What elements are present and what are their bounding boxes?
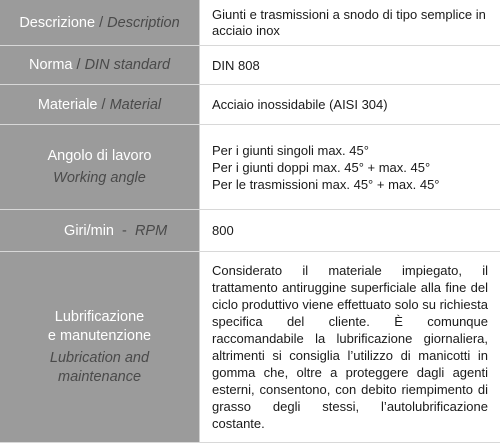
label-standard-it: Norma <box>28 57 73 73</box>
label-material <box>0 85 199 125</box>
row-rpm <box>0 210 500 252</box>
value-description-text: Giunti e trasmissioni a snodo di tipo semplice in acciaio inox <box>212 7 486 38</box>
column-divider <box>199 125 200 210</box>
value-rpm-text: 800 <box>212 223 234 238</box>
row-standard <box>0 46 500 85</box>
label-separator: - <box>114 222 135 239</box>
label-description-en: Description <box>107 14 180 31</box>
label-separator: / <box>72 57 85 73</box>
value-working-angle-line-3: Per le trasmissioni max. 45° + max. 45° <box>212 177 440 192</box>
label-separator: / <box>97 96 110 113</box>
value-material-text: Acciaio inossidabile (AISI 304) <box>212 97 388 112</box>
value-working-angle-line-1: Per i giunti singoli max. 45° <box>212 143 369 158</box>
value-standard-text: DIN 808 <box>212 57 260 73</box>
label-lubrication-en-2: maintenance <box>57 369 142 385</box>
label-rpm-en: RPM <box>134 222 168 239</box>
column-divider <box>199 85 200 125</box>
label-working-angle-en: Working angle <box>53 170 146 186</box>
value-lubrication-text: Considerato il materiale impiegato, il trattamento antiruggine superficiale alla fine del ciclo produttivo viene effettuato solo su richiesta specifica del cliente. È comunque raccomandabile la lubrificazione giornaliera, altrimenti si consiglia l’utilizzo di manicotti in gomma che, oltre a proteggere dagli agenti esterni, consentono, con debito riempimento di grasso degli stessi, l’autolubrificazione costante. <box>212 263 488 431</box>
label-lubrication-it-2: e manutenzione <box>47 328 152 344</box>
value-working-angle <box>199 125 500 210</box>
label-material-en: Material <box>109 96 162 113</box>
label-standard-en: DIN standard <box>84 57 171 73</box>
column-divider <box>199 252 200 443</box>
column-divider <box>199 210 200 252</box>
column-divider <box>199 0 200 46</box>
label-lubrication-en-1: Lubrication and <box>49 350 150 366</box>
value-working-angle-line-2: Per i giunti doppi max. 45° + max. 45° <box>212 160 431 175</box>
row-description <box>0 0 500 46</box>
label-description-it: Descrizione <box>19 14 96 31</box>
value-standard <box>199 46 500 85</box>
row-lubrication <box>0 252 500 443</box>
label-standard <box>0 46 199 85</box>
label-working-angle-it: Angolo di lavoro <box>47 148 152 164</box>
label-description <box>0 0 199 46</box>
row-working-angle <box>0 125 500 210</box>
label-lubrication-it-1: Lubrificazione <box>54 309 145 325</box>
label-material-it: Materiale <box>37 96 98 113</box>
value-rpm <box>199 210 500 252</box>
label-rpm <box>0 210 199 252</box>
value-lubrication <box>199 252 500 443</box>
value-description <box>199 0 500 46</box>
column-divider <box>199 46 200 85</box>
row-material <box>0 85 500 125</box>
label-separator: / <box>95 14 108 31</box>
value-material <box>199 85 500 125</box>
label-working-angle <box>0 125 199 210</box>
label-rpm-it: Giri/min <box>64 222 114 239</box>
label-lubrication <box>0 252 199 443</box>
